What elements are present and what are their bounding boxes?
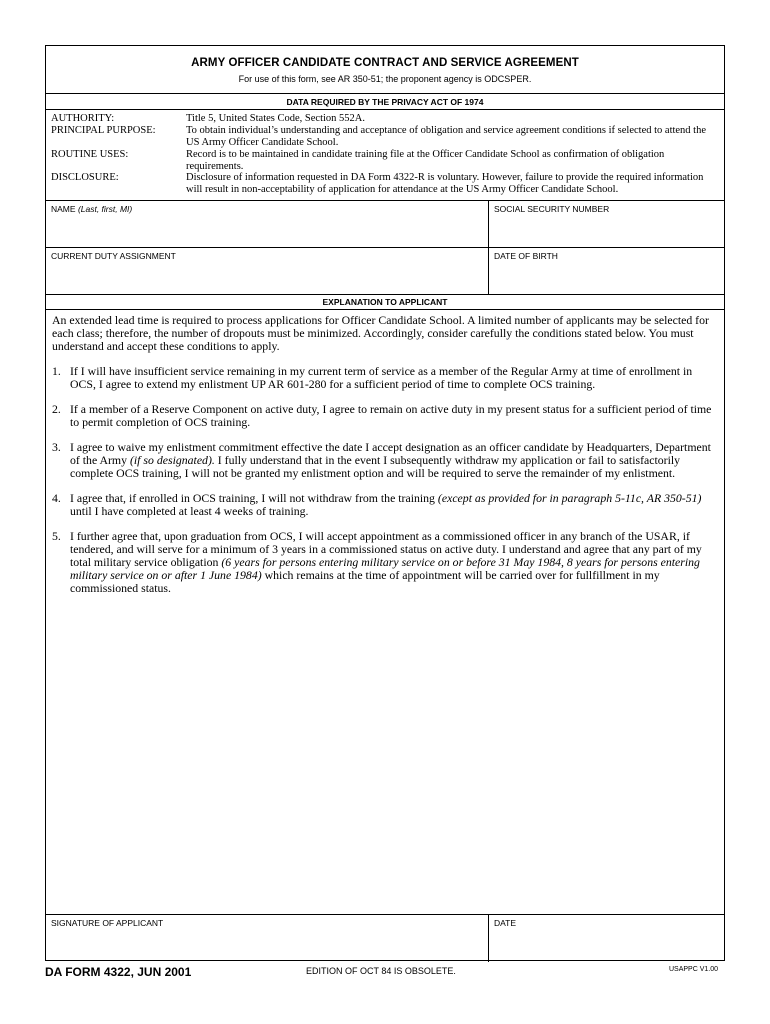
item-text-part: I further agree that, upon graduation from OCS, I will accept appointment as a commissioned officer in any branch of the USAR, if tendered, and will serve for a minimum of 3 years in a commissioned status on active duty. I understand and agree that any part of my total military service obligation xyxy=(70,529,702,569)
item-text-italic: (except as provided for in paragraph 5-11c, AR 350-51) xyxy=(437,491,702,505)
routine-uses-text: Record is to be maintained in candidate training file at the Officer Candidate School as confirmation of obligation requirements. xyxy=(186,149,665,172)
list-item xyxy=(52,365,714,391)
form-frame xyxy=(45,45,725,961)
purpose-text: To obtain individual’s understanding and acceptance of obligation and service agreement conditions if selected to attend the US Army Officer Candidate School. xyxy=(186,125,707,148)
divider xyxy=(46,309,724,310)
item-number: 5. xyxy=(52,529,61,543)
divider xyxy=(46,200,724,201)
divider xyxy=(488,200,489,295)
divider xyxy=(488,914,489,962)
edition-note: EDITION OF OCT 84 IS OBSOLETE. xyxy=(306,966,456,976)
name-label: NAME xyxy=(51,204,76,214)
signature-field[interactable]: SIGNATURE OF APPLICANT xyxy=(51,918,164,928)
item-text-part: I fully understand that in the event I subsequently withdraw my application or fail to satisfactorily complete OCS training, I will not be granted my enlistment option and will be required to serve the remainder of my enlistment. xyxy=(70,453,681,480)
ssn-field[interactable]: SOCIAL SECURITY NUMBER xyxy=(494,204,610,214)
purpose-label: PRINCIPAL PURPOSE: xyxy=(51,125,156,136)
item-text-part: If a member of a Reserve Component on active duty, I agree to remain on active duty in my present status for a sufficient period of time to permit completion of OCS training. xyxy=(70,402,712,429)
item-text xyxy=(70,403,714,429)
form-number: DA FORM 4322, JUN 2001 xyxy=(45,965,192,979)
name-hint: (Last, first, MI) xyxy=(77,204,133,214)
disclosure-text: Disclosure of information requested in DA Form 4322-R is voluntary. However, failure to provide the required information will result in non-acceptability of application for attendance at the US Army Officer Candidate School. xyxy=(186,172,704,195)
list-item xyxy=(52,403,714,429)
form-title: ARMY OFFICER CANDIDATE CONTRACT AND SERVICE AGREEMENT xyxy=(191,57,579,69)
item-text-italic: (if so designated). xyxy=(129,453,215,467)
item-text xyxy=(70,492,714,518)
item-number: 4. xyxy=(52,491,61,505)
form-subtitle: For use of this form, see AR 350-51; the proponent agency is ODCSPER. xyxy=(238,74,532,84)
authority-label: AUTHORITY: xyxy=(51,113,115,124)
divider xyxy=(46,294,724,295)
divider xyxy=(46,247,724,248)
date-field[interactable]: DATE xyxy=(494,918,517,928)
disclosure-label: DISCLOSURE: xyxy=(51,172,119,183)
item-text xyxy=(70,441,714,480)
item-number: 2. xyxy=(52,402,61,416)
item-text-part: If I will have insufficient service remaining in my current term of service as a member of the Regular Army at time of enrollment in OCS, I agree to extend my enlistment UP AR 601-280 for a sufficient period of time to complete OCS training. xyxy=(70,364,693,391)
list-item xyxy=(52,441,714,480)
version-label: USAPPC V1.00 xyxy=(669,966,719,973)
item-text xyxy=(70,530,714,595)
list-item xyxy=(52,530,714,595)
item-text-part: which remains at the time of appointment will be carried over for fullfillment in my commissioned status. xyxy=(70,568,660,595)
privacy-heading: DATA REQUIRED BY THE PRIVACY ACT OF 1974 xyxy=(286,97,484,107)
item-text xyxy=(70,365,714,391)
item-text-part: I agree to waive my enlistment commitment effective the date I accept designation as an officer candidate by Headquarters, Department of the Army xyxy=(70,440,711,467)
name-field[interactable] xyxy=(51,204,132,214)
item-text-part: I agree that, if enrolled in OCS training, I will not withdraw from the training xyxy=(70,491,438,505)
item-number: 1. xyxy=(52,364,61,378)
explanation-body xyxy=(52,314,714,607)
explanation-intro: An extended lead time is required to process applications for Officer Candidate School. A limited number of applicants may be selected for each class; therefore, the number of dropouts must be minimized. Accordingly, consider carefully the conditions stated below. You must understand and accept these conditions to apply. xyxy=(52,313,709,353)
explanation-heading: EXPLANATION TO APPLICANT xyxy=(322,297,448,307)
divider xyxy=(46,109,724,110)
routine-uses-label: ROUTINE USES: xyxy=(51,149,129,160)
divider xyxy=(46,914,724,915)
item-text-italic: (6 years for persons entering military service on or before 31 May 1984, 8 years for persons entering military service on or after 1 June 1984) xyxy=(70,555,700,582)
duty-assignment-field[interactable]: CURRENT DUTY ASSIGNMENT xyxy=(51,251,176,261)
list-item xyxy=(52,492,714,518)
authority-text: Title 5, United States Code, Section 552A. xyxy=(186,113,365,124)
item-text-part: until I have completed at least 4 weeks of training. xyxy=(70,504,309,518)
divider xyxy=(46,93,724,94)
item-number: 3. xyxy=(52,440,61,454)
date-of-birth-field[interactable]: DATE OF BIRTH xyxy=(494,251,558,261)
